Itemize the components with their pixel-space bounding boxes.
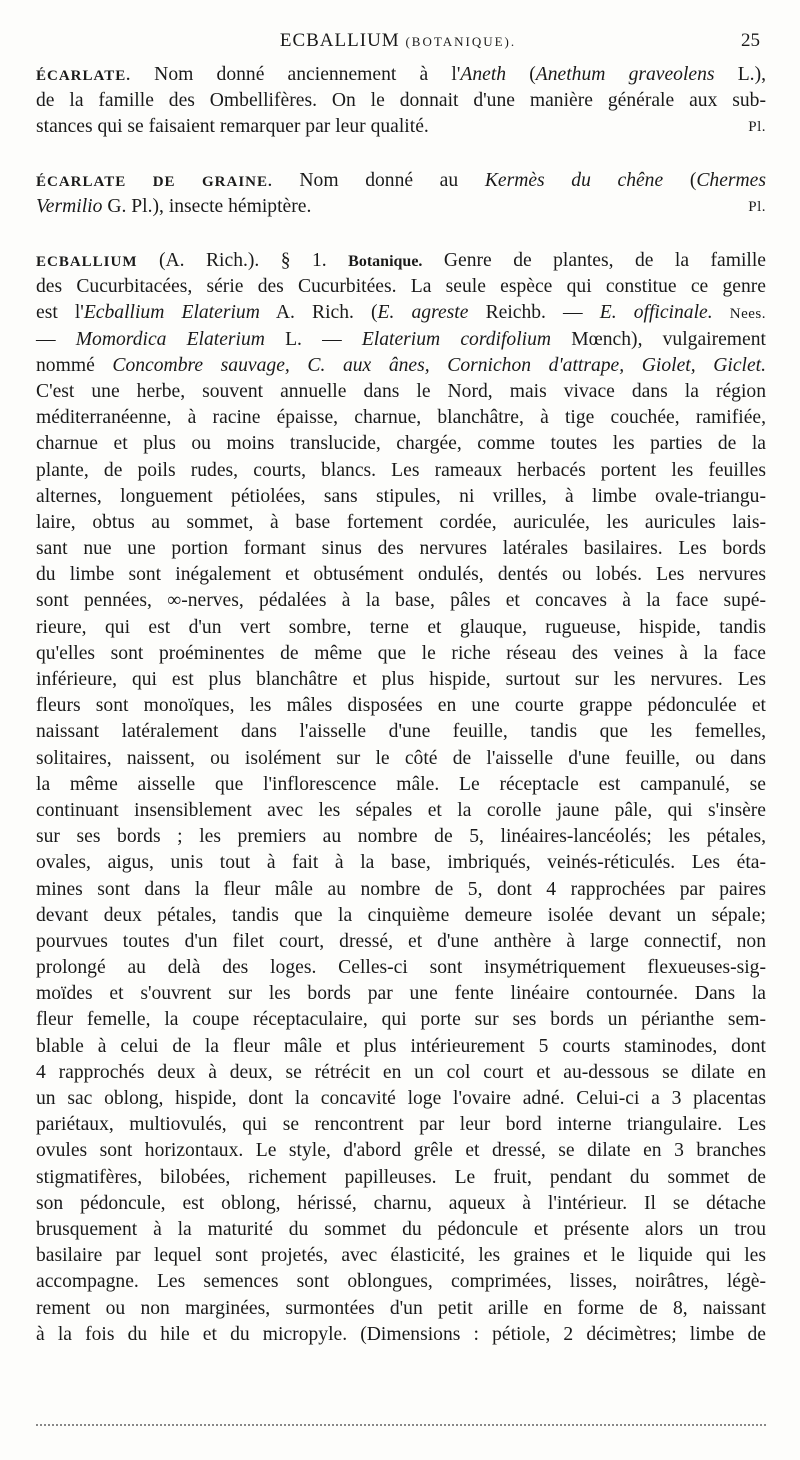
entry-line: pariétaux, multiovulés, qui se rencontrent par leur bord interne triangulaire. Les xyxy=(36,1114,766,1136)
entry-line: rieure, qui est d'un vert sombre, terne et glauque, rugueuse, hispide, tandis xyxy=(36,616,766,638)
entry-line: sont pennées, ∞-nerves, pédalées à la base, pâles et concaves à la face supé- xyxy=(36,590,766,612)
entry-line: un sac oblong, hispide, dont la concavité loge l'ovaire adné. Celui-ci a 3 placentas xyxy=(36,1088,766,1109)
entry-line: — Momordica Elaterium L. — Elaterium cordifolium Mœnch), vulgairement xyxy=(36,328,766,350)
running-title-sub: (BOTANIQUE). xyxy=(405,34,517,49)
entry-line: naissant latéralement dans l'aisselle d'une feuille, tandis que les femelles, xyxy=(36,721,766,743)
entry-line: sant nue une portion formant sinus des nervures latérales basilaires. Les bords xyxy=(36,538,766,560)
entry-ecarlate-de-graine xyxy=(36,168,766,220)
entry-headword: ECBALLIUM xyxy=(36,254,138,270)
entry-headword: ÉCARLATE. xyxy=(36,68,131,84)
entry-line: blable à celui de la fleur mâle et plus intérieurement 5 courts staminodes, dont xyxy=(36,1035,766,1057)
entry-line: ovales, aigus, unis tout à fait à la base, imbriqués, veinés-réticulés. Les éta- xyxy=(36,852,766,874)
entry-line: pourvues toutes d'un filet court, dressé, et d'une anthère à large connectif, non xyxy=(36,930,766,952)
entry-line: brusquement à la maturité du sommet du pédoncule et présente alors un trou xyxy=(36,1218,766,1240)
entry-line: nommé Concombre sauvage, C. aux ânes, Cornichon d'attrape, Giolet, Giclet. xyxy=(36,354,766,376)
author-signature: Pl. xyxy=(748,199,766,216)
entry-body xyxy=(36,379,766,1348)
entry-ecarlate xyxy=(36,62,766,141)
entry-line: alternes, longuement pétiolées, sans stipules, ni vrilles, à limbe ovale-triangu- xyxy=(36,485,766,507)
running-title-main: ECBALLIUM xyxy=(279,30,400,51)
footer-rule xyxy=(36,1424,766,1428)
section-heading: Botanique. xyxy=(348,253,423,270)
entry-line: devant deux pétales, tandis que la cinquième demeure isolée devant un sépale; xyxy=(36,904,766,926)
entry-line: ÉCARLATE. Nom donné anciennement à l'Aneth (Anethum graveolens L.), xyxy=(36,64,767,85)
entry-headword: ÉCARLATE DE GRAINE. xyxy=(36,174,273,190)
entry-line: fleurs sont monoïques, les mâles disposées en une courte grappe pédonculée et xyxy=(36,695,766,717)
entry-line: laire, obtus au sommet, à base fortement cordée, auriculée, les auricules lais- xyxy=(36,511,766,533)
running-header xyxy=(36,30,760,56)
entry-line: ECBALLIUM (A. Rich.). § 1. Botanique. Genre de plantes, de la famille xyxy=(36,250,766,271)
entry-line: stances qui se faisaient remarquer par leur qualité. Pl. xyxy=(36,114,766,140)
entry-line: du limbe sont inégalement et obtusément ondulés, dentés ou lobés. Les nervures xyxy=(36,564,766,586)
entry-line: prolongé au delà des loges. Celles-ci sont insymétriquement flexueuses-sig- xyxy=(36,957,766,979)
entry-line: son pédoncule, est oblong, hérissé, charnu, aqueux à l'intérieur. Il se détache xyxy=(36,1192,766,1214)
author-signature: Pl. xyxy=(748,119,766,136)
entry-line: mines sont dans la fleur mâle au nombre de 5, dont 4 rapprochées par paires xyxy=(36,878,766,900)
entry-line: moïdes et s'ouvrent sur les bords par une fente linéaire contournée. Dans la xyxy=(36,983,766,1005)
entry-line: stigmatifères, bilobées, richement papilleuses. Le fruit, pendant du sommet de xyxy=(36,1166,766,1188)
entry-line: inférieure, qui est plus blanchâtre et plus hispide, surtout sur les nervures. Les xyxy=(36,669,766,690)
entry-line: rement ou non marginées, surmontées d'un petit arille en forme de 8, naissant xyxy=(36,1297,766,1319)
entry-line: ÉCARLATE DE GRAINE. Nom donné au Kermès du chêne (Chermes xyxy=(36,170,767,191)
entry-line: la même aisselle que l'inflorescence mâle. Le réceptacle est campanulé, se xyxy=(36,773,766,795)
entry-line: qu'elles sont proéminentes de même que le riche réseau des veines à la face xyxy=(36,642,766,664)
entry-line: méditerranéenne, à racine épaisse, charnue, blanchâtre, à tige couchée, ramifiée, xyxy=(36,407,766,429)
entry-line: basilaire par lequel sont projetés, avec élasticité, les graines et le liquide qui les xyxy=(36,1245,766,1267)
entry-line: accompagne. Les semences sont oblongues, comprimées, lisses, noirâtres, légè- xyxy=(36,1271,766,1293)
page-number: 25 xyxy=(741,30,760,51)
entry-line: plante, de poils rudes, courts, blancs. Les rameaux herbacés portent les feuilles xyxy=(36,459,766,481)
running-title xyxy=(36,30,760,52)
entry-line: solitaires, naissent, ou isolément sur le côté de l'aisselle d'une feuille, ou dans xyxy=(36,747,766,769)
entry-line: fleur femelle, la coupe réceptaculaire, qui porte sur ses bords un périanthe sem- xyxy=(36,1009,766,1031)
entry-line: sur ses bords ; les premiers au nombre de 5, linéaires-lancéolés; les pétales, xyxy=(36,826,766,848)
entry-line: C'est une herbe, souvent annuelle dans le Nord, mais vivace dans la région xyxy=(36,380,766,402)
entry-line: des Cucurbitacées, série des Cucurbitées. La seule espèce qui constitue ce genre xyxy=(36,276,766,298)
entry-line: 4 rapprochés deux à deux, se rétrécit en un col court et au-dessous se dilate en xyxy=(36,1061,766,1083)
entry-line: charnue et plus ou moins translucide, chargée, comme toutes les parties de la xyxy=(36,433,766,455)
entry-line: continuant insensiblement avec les sépales et la corolle jaune pâle, qui s'insère xyxy=(36,799,766,821)
entry-line: est l'Ecballium Elaterium A. Rich. (E. agreste Reichb. — E. officinale. Nees. xyxy=(36,302,766,324)
entry-line: ovules sont horizontaux. Le style, d'abord grêle et dressé, se dilate en 3 branches xyxy=(36,1140,766,1162)
entry-ecballium xyxy=(36,248,766,1348)
entry-line: de la famille des Ombellifères. On le donnait d'une manière générale aux sub- xyxy=(36,90,766,112)
entry-line: Vermilio G. Pl.), insecte hémiptère. Pl. xyxy=(36,194,766,220)
entry-line: à la fois du hile et du micropyle. (Dimensions : pétiole, 2 décimètres; limbe de xyxy=(36,1323,766,1345)
